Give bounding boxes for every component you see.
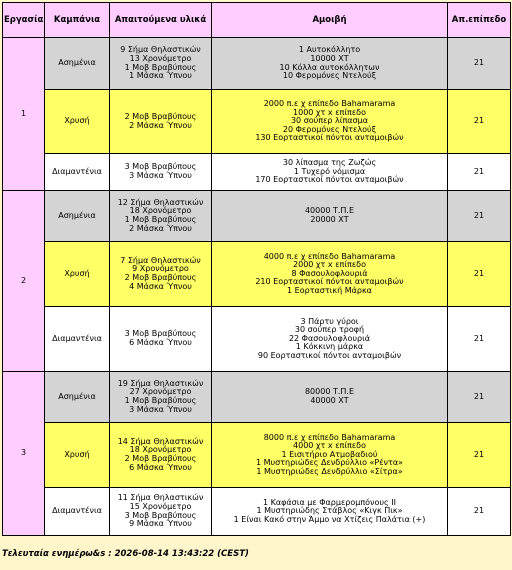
reward-line: 1 Είναι Κακό στην Άμμο να Χτίζεις Παλάτια (+) xyxy=(233,514,426,524)
materials-cell xyxy=(110,154,212,191)
reward-cell xyxy=(212,90,448,154)
reward-line: 1 Μυστηριώδης Στάβλος «Κιγκ Πικ» xyxy=(256,506,403,516)
reward-line: 1 Μυστηριώδες Δενδρύλλιο «Σίτρα» xyxy=(256,466,403,476)
table-row xyxy=(3,488,511,536)
reward-line: 40000 Τ.Π.Ε xyxy=(304,206,355,216)
material-line: 12 Σήμα Θηλαστικών xyxy=(117,197,204,207)
reward-line: 40000 ΧΤ xyxy=(310,396,349,405)
last-update-timestamp: 2026-08-14 13:43:22 (CEST) xyxy=(114,549,249,559)
reward-line: 3 Πάρτυ γύροι xyxy=(300,316,359,326)
materials-cell xyxy=(110,307,212,372)
reward-line: 8 Φασουλοφλουριά xyxy=(291,268,368,278)
campaign-tier-cell: Χρυσή xyxy=(45,242,110,307)
campaign-tier-cell: Διαμαντένια xyxy=(45,154,110,191)
table-row xyxy=(3,154,511,191)
reward-line: 2000 π.ε χ επίπεδο Bahamarama xyxy=(263,99,396,109)
material-line: 1 Μάσκα Ύπνου xyxy=(129,71,192,81)
reward-cell xyxy=(212,38,448,90)
required-level-cell: 21 xyxy=(448,90,511,154)
table-row xyxy=(3,372,511,423)
required-level-cell: 21 xyxy=(448,372,511,423)
material-line: 19 Σήμα Θηλαστικών xyxy=(117,378,204,388)
reward-line: 30 λίπασμα της Ζωζώς xyxy=(282,158,377,168)
campaign-tier-cell: Χρυσή xyxy=(45,90,110,154)
material-line: 9 Σήμα Θηλαστικών xyxy=(120,45,201,55)
required-level-cell: 21 xyxy=(448,154,511,191)
material-line: 9 Μάσκα Ύπνου xyxy=(129,519,192,529)
reward-line: 1000 χτ x επίπεδο xyxy=(293,107,366,117)
reward-cell xyxy=(212,191,448,242)
reward-cell xyxy=(212,154,448,191)
reward-cell xyxy=(212,423,448,488)
last-update-footer xyxy=(2,549,249,559)
header-materials: Απαιτούμενα υλικά xyxy=(110,3,212,38)
reward-line: 210 Εορταστικοί πόντοι ανταμοιβών xyxy=(255,277,404,287)
reward-line: 1 Τυχερό νόμισμα xyxy=(293,166,366,176)
reward-line: 90 Εορταστικοί πόντοι ανταμοιβών xyxy=(257,350,402,360)
reward-line: 1 Καφάσια με Φαρμερομπόνους ΙΙ xyxy=(262,497,397,507)
table-row xyxy=(3,307,511,372)
table-row xyxy=(3,191,511,242)
materials-cell xyxy=(110,90,212,154)
material-line: 1 Μοβ Βραβύπους xyxy=(124,62,197,72)
material-line: 3 Μάσκα Ύπνου xyxy=(129,404,192,414)
header-level: Απ.επίπεδο xyxy=(448,3,511,38)
reward-line: 1 Αυτοκόλλητο xyxy=(298,45,361,55)
reward-line: 30 σούπερ λίπασμα xyxy=(290,116,369,126)
reward-line: 10 Κόλλα αυτοκόλλητων xyxy=(279,62,380,72)
reward-line: 4000 χτ x επίπεδο xyxy=(293,441,366,451)
material-line: 4 Μάσκα Ύπνου xyxy=(129,281,192,291)
material-line: 6 Μάσκα Ύπνου xyxy=(129,338,192,347)
campaign-tier-cell: Διαμαντένια xyxy=(45,307,110,372)
reward-line: 130 Εορταστικοί πόντοι ανταμοιβών xyxy=(255,133,404,143)
table-row xyxy=(3,90,511,154)
header-task: Εργασία xyxy=(3,3,45,38)
reward-line: 4000 π.ε χ επίπεδο Bahamarama xyxy=(263,251,396,261)
required-level-cell: 21 xyxy=(448,242,511,307)
materials-cell xyxy=(110,191,212,242)
material-line: 13 Χρονόμετρο xyxy=(129,53,192,63)
material-line: 1 Μοβ Βραβύπους xyxy=(124,215,197,224)
campaign-tier-cell: Ασημένια xyxy=(45,38,110,90)
reward-line: 10000 ΧΤ xyxy=(310,53,349,63)
reward-line: 20 Φερομόνες Ντελούξ xyxy=(282,124,377,134)
material-line: 2 Μάσκα Ύπνου xyxy=(129,120,192,130)
required-level-cell: 21 xyxy=(448,38,511,90)
material-line: 3 Μάσκα Ύπνου xyxy=(129,171,192,180)
material-line: 2 Μοβ Βραβύπους xyxy=(124,273,197,282)
material-line: 27 Χρονόμετρο xyxy=(129,387,192,397)
material-line: 18 Χρονόμετρο xyxy=(129,445,192,455)
material-line: 9 Χρονόμετρο xyxy=(132,264,189,274)
quest-table xyxy=(2,2,511,536)
reward-line: 2000 χτ x επίπεδο xyxy=(293,260,366,270)
reward-line: 1 Εισιτήριο Ατμοβαδιού xyxy=(281,449,378,459)
reward-line: 8000 π.ε χ επίπεδο Bahamarama xyxy=(263,432,396,442)
material-line: 18 Χρονόμετρο xyxy=(129,206,192,216)
materials-cell xyxy=(110,242,212,307)
materials-cell xyxy=(110,423,212,488)
reward-line: 20000 ΧΤ xyxy=(310,215,349,224)
header-reward: Αμοιβή xyxy=(212,3,448,38)
campaign-tier-cell: Ασημένια xyxy=(45,372,110,423)
material-line: 6 Μάσκα Ύπνου xyxy=(129,462,192,472)
header-row xyxy=(3,3,511,38)
required-level-cell: 21 xyxy=(448,191,511,242)
reward-line: 10 Φερομόνες Ντελούξ xyxy=(282,71,377,81)
reward-line: 30 σούπερ τροφή xyxy=(294,325,365,335)
reward-line: 22 Φασουλοφλουριά xyxy=(288,333,371,343)
task-number-cell: 2 xyxy=(3,191,45,372)
table-row xyxy=(3,242,511,307)
task-number-cell: 3 xyxy=(3,372,45,536)
required-level-cell: 21 xyxy=(448,423,511,488)
campaign-tier-cell: Διαμαντένια xyxy=(45,488,110,536)
material-line: 1 Μοβ Βραβύπους xyxy=(124,396,197,405)
table-row xyxy=(3,423,511,488)
material-line: 2 Μοβ Βραβύπους xyxy=(124,454,197,463)
material-line: 2 Μοβ Βραβύπους xyxy=(124,111,197,121)
reward-line: 80000 Τ.Π.Ε xyxy=(304,387,355,397)
quest-table-body xyxy=(3,38,511,536)
required-level-cell: 21 xyxy=(448,488,511,536)
reward-line: 1 Εορταστική Μάρκα xyxy=(287,285,372,295)
campaign-tier-cell: Ασημένια xyxy=(45,191,110,242)
materials-cell xyxy=(110,372,212,423)
material-line: 14 Σήμα Θηλαστικών xyxy=(117,436,204,446)
table-row xyxy=(3,38,511,90)
material-line: 3 Μοβ Βραβύπους xyxy=(124,510,197,520)
reward-line: 1 Κόκκινη μάρκα xyxy=(295,342,364,352)
reward-line: 170 Εορταστικοί πόντοι ανταμοιβών xyxy=(255,175,404,185)
reward-cell xyxy=(212,307,448,372)
material-line: 15 Χρονόμετρο xyxy=(129,501,192,511)
required-level-cell: 21 xyxy=(448,307,511,372)
reward-cell xyxy=(212,488,448,536)
last-update-label: Τελευταία ενημέρω&s : xyxy=(2,549,112,559)
reward-line: 1 Μυστηριώδες Δενδρύλλιο «Ρέντα» xyxy=(255,458,404,468)
reward-cell xyxy=(212,372,448,423)
material-line: 3 Μοβ Βραβύπους xyxy=(124,162,197,172)
material-line: 11 Σήμα Θηλαστικών xyxy=(117,493,204,503)
materials-cell xyxy=(110,38,212,90)
material-line: 7 Σήμα Θηλαστικών xyxy=(120,255,201,265)
task-number-cell: 1 xyxy=(3,38,45,191)
material-line: 3 Μοβ Βραβύπους xyxy=(124,329,197,339)
header-campaign: Καμπάνια xyxy=(45,3,110,38)
materials-cell xyxy=(110,488,212,536)
campaign-tier-cell: Χρυσή xyxy=(45,423,110,488)
reward-cell xyxy=(212,242,448,307)
material-line: 2 Μάσκα Ύπνου xyxy=(129,223,192,233)
